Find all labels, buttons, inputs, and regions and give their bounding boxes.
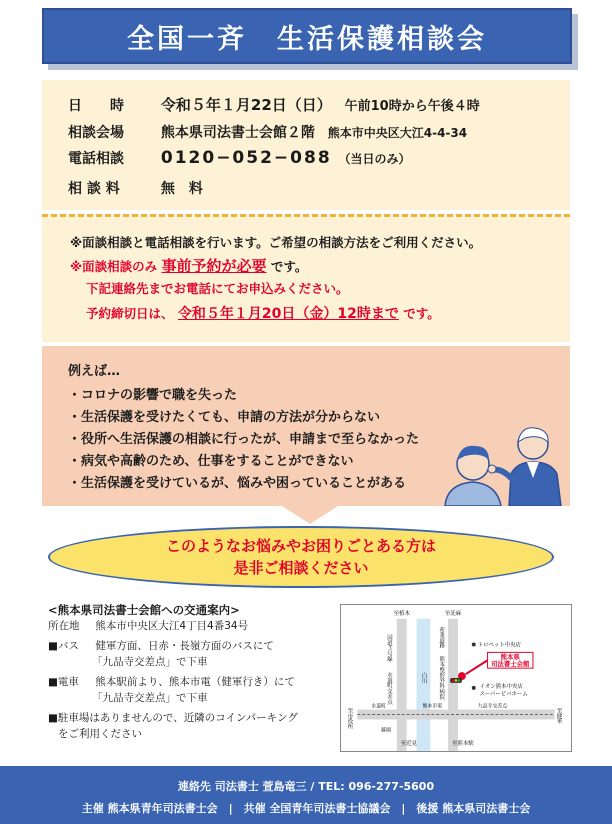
hospital-label: 熊本整形外科病院 <box>438 656 445 700</box>
time-value: 午前10時から午後４時 <box>344 99 480 114</box>
access-info <box>48 602 338 742</box>
notice-line-2 <box>70 255 307 276</box>
address-row <box>48 618 338 634</box>
date-value: 令和５年１月22日（日） <box>160 96 332 114</box>
date-row <box>68 94 480 115</box>
bus-label: ■バス <box>48 640 79 652</box>
access-heading: <熊本県司法書士会館への交通案内> <box>48 603 240 617</box>
city-office-label: 至市役所 <box>346 707 353 730</box>
notice-line-4 <box>86 303 440 323</box>
sangyo-label: 産業道路 <box>438 626 445 649</box>
phone-label: 電話相談 <box>68 151 124 167</box>
shirakawa-river <box>417 619 431 751</box>
date-label: 日 時 <box>68 98 124 114</box>
address-value: 熊本市中央区大江4丁目4番34号 <box>95 620 249 632</box>
notice-interview-only: ※面談相談のみ <box>70 259 158 274</box>
example-item: ・役所へ生活保護の相談に行ったが、申請まで至らなかった <box>68 432 420 447</box>
tropet-label: トロペット中央店 <box>477 642 521 649</box>
viva-label: スーパービバホーム <box>479 691 528 698</box>
venue-label-2: 司法書士会館 <box>491 660 530 669</box>
aeon-label: イオン熊本中央店 <box>479 683 523 690</box>
deadline-prefix: 予約締切日は、 <box>86 306 174 321</box>
phone-row <box>68 148 411 168</box>
to-takuma-label: 至託麻 <box>444 610 462 617</box>
page-title: 全国一斉 生活保護相談会 <box>42 8 572 64</box>
route3-label: 国道３号線 <box>385 634 392 662</box>
title-banner <box>42 8 572 64</box>
notice-line-3: 下記連絡先までお電話にてお申込みください。 <box>86 281 349 296</box>
example-item: ・病気や高齢のため、仕事をすることができない <box>68 454 354 469</box>
tram-route: 熊本駅前より、熊本市電（健軍行き）にて <box>95 676 295 688</box>
route3-road <box>397 619 407 751</box>
access-map <box>340 604 572 752</box>
cta-line-2: 是非ご相談ください <box>233 559 369 577</box>
notice-desu: です。 <box>270 259 308 274</box>
tram-label: 熊本市電 <box>422 703 443 710</box>
parking-note: ■駐車場はありませんので、近隣のコインパーキング <box>48 712 298 724</box>
deadline-suffix: です。 <box>403 306 440 321</box>
tram-row <box>48 674 338 690</box>
example-item: ・生活保護を受けているが、悩みや困っていることがある <box>68 476 407 491</box>
footer <box>0 766 612 824</box>
bus-route: 健軍方面、日赤・長嶺方面のバスにて <box>95 640 274 652</box>
deadline-date: 令和５年１月20日（金）12時まで <box>177 306 399 322</box>
venue-address: 熊本市中央区大江4-4-34 <box>327 126 468 140</box>
suidocho-small-label: 水道町 <box>371 703 386 710</box>
client-figure <box>445 446 501 506</box>
event-info-box <box>42 80 570 210</box>
fujien-label: 藤園 <box>381 727 391 734</box>
reservation-notice <box>42 214 570 342</box>
tram-stop: 「九品寺交差点」で下車 <box>92 692 208 704</box>
example-item: ・生活保護を受けたくても、申請の方法が分からない <box>68 410 381 425</box>
parking-note-2: をご利用ください <box>58 728 142 740</box>
fee-label: 相 談 料 <box>68 181 120 197</box>
shirakawa-label: 白川 <box>420 672 427 684</box>
suidocho-label: 水道町交差点 <box>385 672 392 705</box>
venue-row <box>68 122 467 142</box>
kuhonji-label: 九品寺交差点 <box>477 703 508 710</box>
examples-heading: 例えば… <box>68 364 121 379</box>
bus-stop: 「九品寺交差点」で下車 <box>92 656 208 668</box>
bus-row <box>48 638 338 654</box>
fee-row <box>68 178 203 198</box>
organizers-line: 主催 熊本県青年司法書士会 | 共催 全国青年司法書士協議会 | 後援 熊本県司法書士会 <box>81 802 531 815</box>
phone-note: （当日のみ） <box>338 152 411 166</box>
advisor-figure <box>488 428 561 506</box>
address-label: 所在地 <box>48 620 80 632</box>
consultation-illustration <box>435 408 570 506</box>
sangyo-road <box>448 619 458 751</box>
venue-value: 熊本県司法書士会館２階 <box>160 125 315 141</box>
cta-line-1: このようなお悩みやお困りごとある方は <box>165 537 436 555</box>
notice-line-1: ※面談相談と電話相談を行います。ご希望の相談方法をご利用ください。 <box>70 235 482 250</box>
tram-label: ■電車 <box>48 676 79 688</box>
to-kumamoto-station-label: 至熊本駅 <box>452 741 474 748</box>
venue-label: 熊本県 <box>500 653 520 662</box>
to-kengun-label: 至健軍 <box>555 707 562 724</box>
to-ueki-label: 至植木 <box>393 610 410 617</box>
example-item: ・コロナの影響で職を失った <box>68 388 238 403</box>
contact-line: 連絡先 司法書士 萱島竜三 / TEL: 096-277-5600 <box>177 780 435 793</box>
phone-value: 0120−052−088 <box>160 148 332 168</box>
venue-label: 相談会場 <box>68 125 124 141</box>
call-to-action <box>48 526 554 588</box>
reservation-required: 事前予約が必要 <box>161 257 267 275</box>
fee-value: 無 料 <box>160 181 203 197</box>
to-chikami-label: 至近見 <box>400 741 417 748</box>
